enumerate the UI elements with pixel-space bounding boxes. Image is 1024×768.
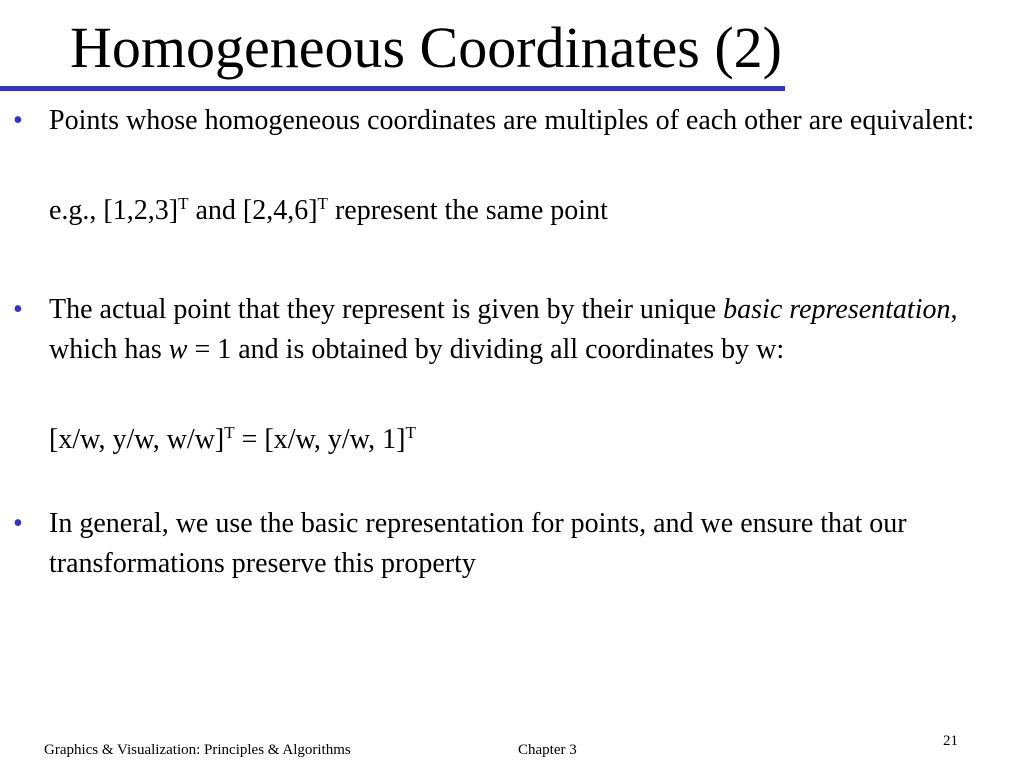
bullet-2-formula-sup1: T xyxy=(224,423,235,442)
bullet-2 xyxy=(13,290,999,370)
bullet-2-formula-part1: [x/w, y/w, w/w] xyxy=(49,424,225,455)
bullet-1-example xyxy=(49,191,608,231)
bullet-3-text: In general, we use the basic representation for points, and we ensure that our transformations preserve this property xyxy=(49,508,907,579)
page-number: 21 xyxy=(943,733,958,749)
bullet-1-marker: • xyxy=(13,105,23,136)
bullet-1-text: Points whose homogeneous coordinates are multiples of each other are equivalent: xyxy=(49,105,975,136)
bullet-1 xyxy=(13,101,999,141)
slide-title: Homogeneous Coordinates (2) xyxy=(70,15,782,80)
bullet-2-text-after: = 1 and is obtained by dividing all coordinates by w: xyxy=(187,334,785,365)
footer-book-title: Graphics & Visualization: Principles & Algorithms xyxy=(44,742,351,758)
bullet-2-italic-term: basic representation xyxy=(723,294,951,325)
bullet-2-text-before: The actual point that they represent is given by their unique xyxy=(49,294,724,325)
bullet-2-marker: • xyxy=(13,294,23,325)
title-underline xyxy=(0,86,785,91)
bullet-2-formula-part2: = [x/w, y/w, 1] xyxy=(234,424,406,455)
bullet-2-formula-sup2: T xyxy=(405,423,416,442)
bullet-1-example-part1: e.g., [1,2,3] xyxy=(49,195,179,226)
bullet-2-formula xyxy=(49,420,416,460)
bullet-3-marker: • xyxy=(13,508,23,539)
bullet-1-example-part3: represent the same point xyxy=(327,195,608,226)
bullet-1-example-sup1: T xyxy=(178,194,189,213)
bullet-3 xyxy=(13,504,999,584)
footer-chapter: Chapter 3 xyxy=(518,742,577,758)
bullet-2-text-mid: , which has xyxy=(49,294,958,365)
bullet-1-example-part2: and [2,4,6] xyxy=(188,195,318,226)
bullet-2-italic-w: w xyxy=(168,334,188,365)
bullet-1-example-sup2: T xyxy=(317,194,328,213)
